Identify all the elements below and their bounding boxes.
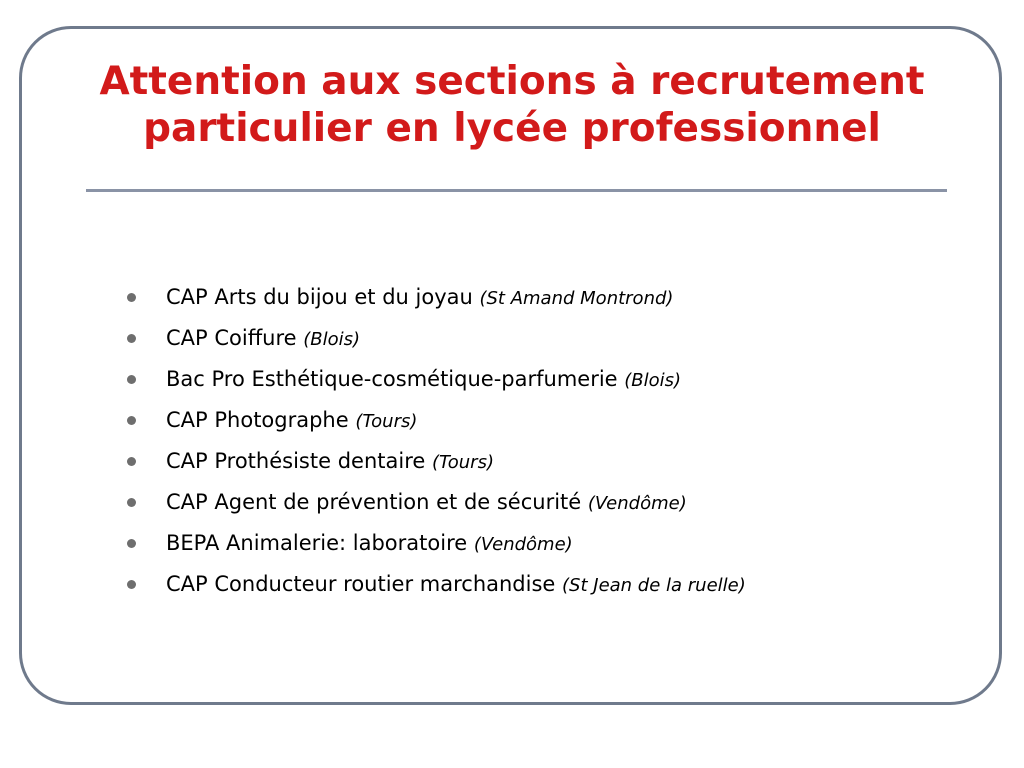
title-line-2: particulier en lycée professionnel — [143, 106, 881, 151]
list-item — [126, 524, 746, 565]
bullet-icon — [127, 375, 136, 384]
bullet-icon — [127, 498, 136, 507]
item-label: CAP Arts du bijou et du joyau — [166, 285, 473, 309]
item-label: CAP Conducteur routier marchandise — [166, 572, 556, 596]
item-location: (Tours) — [431, 452, 494, 473]
list-item — [126, 278, 746, 319]
item-label: Bac Pro Esthétique-cosmétique-parfumerie — [166, 367, 618, 391]
list-item — [126, 360, 746, 401]
bullet-icon — [127, 539, 136, 548]
list-item — [126, 319, 746, 360]
bullet-icon — [127, 416, 136, 425]
item-location: (St Amand Montrond) — [479, 288, 674, 309]
item-label: BEPA Animalerie: laboratoire — [166, 531, 468, 555]
item-location: (Blois) — [303, 329, 361, 350]
list-item — [126, 565, 746, 606]
bullet-icon — [127, 334, 136, 343]
list-item — [126, 442, 746, 483]
item-location: (Vendôme) — [587, 493, 687, 514]
item-location: (Tours) — [355, 411, 418, 432]
slide-title — [60, 58, 964, 152]
bullet-icon — [127, 580, 136, 589]
list-item — [126, 483, 746, 524]
item-label: CAP Photographe — [166, 408, 349, 432]
item-location: (Vendôme) — [473, 534, 573, 555]
item-location: (Blois) — [624, 370, 682, 391]
title-divider — [86, 189, 947, 192]
bullet-icon — [127, 457, 136, 466]
item-label: CAP Coiffure — [166, 326, 297, 350]
item-label: CAP Agent de prévention et de sécurité — [166, 490, 582, 514]
item-location: (St Jean de la ruelle) — [562, 575, 746, 596]
bullet-icon — [127, 293, 136, 302]
item-label: CAP Prothésiste dentaire — [166, 449, 426, 473]
title-line-1: Attention aux sections à recrutement — [99, 59, 925, 104]
list-item — [126, 401, 746, 442]
section-list — [126, 278, 746, 606]
